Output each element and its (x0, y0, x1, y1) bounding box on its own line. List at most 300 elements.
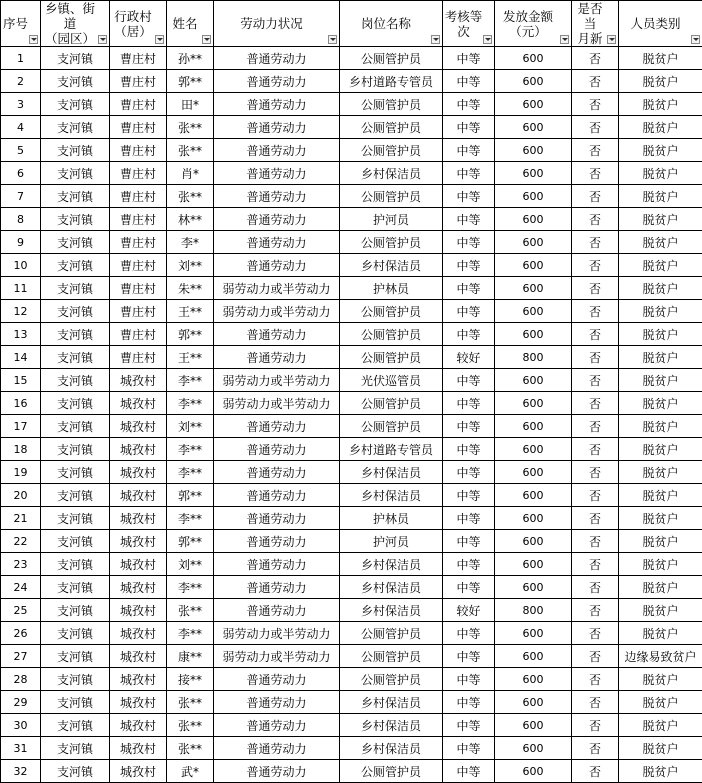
cell-name: 李** (167, 622, 214, 645)
cell-seq: 8 (1, 208, 41, 231)
table-row (1, 553, 702, 576)
cell-amount: 600 (495, 645, 572, 668)
cell-name: 张** (167, 185, 214, 208)
cell-person-category: 脱贫户 (619, 760, 702, 783)
cell-name: 刘** (167, 553, 214, 576)
filter-dropdown-icon[interactable] (29, 35, 38, 44)
table-row (1, 461, 702, 484)
cell-labor-status: 普通劳动力 (214, 185, 340, 208)
cell-township: 支河镇 (41, 461, 110, 484)
cell-rating: 中等 (443, 645, 495, 668)
cell-position: 公厕管护员 (340, 47, 443, 70)
cell-person-category: 脱贫户 (619, 507, 702, 530)
cell-seq: 19 (1, 461, 41, 484)
header-label-line: 考核等 (445, 9, 483, 24)
cell-rating: 中等 (443, 277, 495, 300)
cell-new-this-month: 否 (572, 93, 619, 116)
cell-position: 公厕管护员 (340, 300, 443, 323)
cell-labor-status: 弱劳动力或半劳动力 (214, 300, 340, 323)
cell-village: 城孜村 (110, 438, 167, 461)
table-row (1, 300, 702, 323)
cell-village: 城孜村 (110, 553, 167, 576)
cell-village: 城孜村 (110, 691, 167, 714)
cell-seq: 13 (1, 323, 41, 346)
cell-labor-status: 普通劳动力 (214, 139, 340, 162)
filter-dropdown-icon[interactable] (431, 35, 440, 44)
cell-new-this-month: 否 (572, 185, 619, 208)
cell-township: 支河镇 (41, 622, 110, 645)
cell-village: 城孜村 (110, 599, 167, 622)
table-row (1, 70, 702, 93)
cell-village: 城孜村 (110, 760, 167, 783)
table-row (1, 231, 702, 254)
cell-labor-status: 普通劳动力 (214, 116, 340, 139)
cell-new-this-month: 否 (572, 668, 619, 691)
cell-township: 支河镇 (41, 254, 110, 277)
cell-position: 公厕管护员 (340, 231, 443, 254)
header-label-line: （园区） (45, 31, 95, 46)
cell-name: 李** (167, 461, 214, 484)
cell-name: 李** (167, 392, 214, 415)
cell-village: 城孜村 (110, 415, 167, 438)
table-row (1, 622, 702, 645)
cell-rating: 中等 (443, 530, 495, 553)
header-township (41, 1, 110, 47)
cell-position: 乡村保洁员 (340, 162, 443, 185)
header-label-line: 发放金额 (503, 9, 553, 24)
cell-name: 接** (167, 668, 214, 691)
filter-dropdown-icon[interactable] (202, 35, 211, 44)
cell-labor-status: 普通劳动力 (214, 461, 340, 484)
cell-amount: 600 (495, 507, 572, 530)
cell-amount: 600 (495, 553, 572, 576)
cell-village: 曹庄村 (110, 116, 167, 139)
cell-township: 支河镇 (41, 507, 110, 530)
cell-person-category: 脱贫户 (619, 415, 702, 438)
cell-name: 李** (167, 438, 214, 461)
filter-dropdown-icon[interactable] (691, 35, 700, 44)
cell-labor-status: 普通劳动力 (214, 599, 340, 622)
cell-township: 支河镇 (41, 392, 110, 415)
cell-new-this-month: 否 (572, 139, 619, 162)
cell-new-this-month: 否 (572, 47, 619, 70)
table-row (1, 668, 702, 691)
header-row (1, 1, 702, 47)
cell-township: 支河镇 (41, 47, 110, 70)
cell-township: 支河镇 (41, 714, 110, 737)
cell-labor-status: 普通劳动力 (214, 47, 340, 70)
cell-position: 乡村保洁员 (340, 737, 443, 760)
cell-name: 张** (167, 139, 214, 162)
cell-village: 曹庄村 (110, 231, 167, 254)
cell-rating: 中等 (443, 392, 495, 415)
cell-rating: 中等 (443, 484, 495, 507)
cell-seq: 24 (1, 576, 41, 599)
cell-labor-status: 普通劳动力 (214, 576, 340, 599)
cell-rating: 中等 (443, 231, 495, 254)
cell-seq: 31 (1, 737, 41, 760)
cell-amount: 600 (495, 576, 572, 599)
cell-rating: 中等 (443, 461, 495, 484)
cell-rating: 中等 (443, 208, 495, 231)
cell-labor-status: 普通劳动力 (214, 323, 340, 346)
cell-township: 支河镇 (41, 162, 110, 185)
cell-person-category: 脱贫户 (619, 139, 702, 162)
header-label-line: 岗位名称 (361, 16, 411, 31)
cell-amount: 600 (495, 369, 572, 392)
cell-new-this-month: 否 (572, 530, 619, 553)
cell-amount: 600 (495, 162, 572, 185)
table-row (1, 645, 702, 668)
cell-township: 支河镇 (41, 231, 110, 254)
table-row (1, 369, 702, 392)
cell-seq: 6 (1, 162, 41, 185)
cell-rating: 较好 (443, 599, 495, 622)
table-row (1, 277, 702, 300)
cell-person-category: 脱贫户 (619, 530, 702, 553)
header-labor-status (214, 1, 340, 47)
header-label-line: 月新 (577, 31, 602, 46)
cell-labor-status: 普通劳动力 (214, 70, 340, 93)
cell-village: 曹庄村 (110, 93, 167, 116)
cell-labor-status: 弱劳动力或半劳动力 (214, 622, 340, 645)
cell-village: 曹庄村 (110, 346, 167, 369)
cell-labor-status: 普通劳动力 (214, 231, 340, 254)
filter-dropdown-icon[interactable] (328, 35, 337, 44)
cell-rating: 中等 (443, 760, 495, 783)
cell-rating: 中等 (443, 139, 495, 162)
header-name (167, 1, 214, 47)
cell-position: 乡村道路专管员 (340, 438, 443, 461)
cell-seq: 25 (1, 599, 41, 622)
cell-village: 曹庄村 (110, 323, 167, 346)
cell-position: 公厕管护员 (340, 760, 443, 783)
cell-village: 城孜村 (110, 484, 167, 507)
cell-rating: 中等 (443, 162, 495, 185)
cell-township: 支河镇 (41, 208, 110, 231)
cell-village: 城孜村 (110, 369, 167, 392)
cell-labor-status: 普通劳动力 (214, 415, 340, 438)
header-label-line: （元） (509, 24, 547, 39)
cell-township: 支河镇 (41, 645, 110, 668)
cell-village: 城孜村 (110, 530, 167, 553)
table-row (1, 392, 702, 415)
header-new-this-month (572, 1, 619, 47)
cell-person-category: 脱贫户 (619, 553, 702, 576)
cell-amount: 600 (495, 208, 572, 231)
cell-amount: 600 (495, 484, 572, 507)
filter-dropdown-icon[interactable] (560, 35, 569, 44)
cell-name: 张** (167, 737, 214, 760)
cell-labor-status: 普通劳动力 (214, 760, 340, 783)
table-row (1, 346, 702, 369)
cell-position: 乡村保洁员 (340, 461, 443, 484)
cell-name: 王** (167, 300, 214, 323)
cell-amount: 600 (495, 691, 572, 714)
cell-name: 武* (167, 760, 214, 783)
cell-person-category: 脱贫户 (619, 47, 702, 70)
cell-rating: 中等 (443, 93, 495, 116)
cell-position: 乡村保洁员 (340, 484, 443, 507)
cell-amount: 600 (495, 461, 572, 484)
cell-person-category: 脱贫户 (619, 461, 702, 484)
cell-rating: 中等 (443, 254, 495, 277)
cell-seq: 27 (1, 645, 41, 668)
table-row (1, 254, 702, 277)
cell-seq: 5 (1, 139, 41, 162)
cell-amount: 600 (495, 231, 572, 254)
cell-person-category: 脱贫户 (619, 622, 702, 645)
cell-amount: 600 (495, 116, 572, 139)
cell-rating: 中等 (443, 714, 495, 737)
cell-new-this-month: 否 (572, 691, 619, 714)
cell-name: 李** (167, 507, 214, 530)
cell-amount: 600 (495, 323, 572, 346)
cell-seq: 30 (1, 714, 41, 737)
cell-village: 城孜村 (110, 668, 167, 691)
table-row (1, 116, 702, 139)
cell-new-this-month: 否 (572, 208, 619, 231)
cell-new-this-month: 否 (572, 760, 619, 783)
cell-person-category: 脱贫户 (619, 691, 702, 714)
cell-amount: 600 (495, 668, 572, 691)
cell-person-category: 脱贫户 (619, 714, 702, 737)
cell-person-category: 脱贫户 (619, 576, 702, 599)
cell-person-category: 脱贫户 (619, 438, 702, 461)
cell-amount: 600 (495, 415, 572, 438)
cell-rating: 中等 (443, 300, 495, 323)
cell-township: 支河镇 (41, 668, 110, 691)
cell-labor-status: 普通劳动力 (214, 162, 340, 185)
cell-township: 支河镇 (41, 576, 110, 599)
cell-name: 刘** (167, 254, 214, 277)
cell-person-category: 脱贫户 (619, 93, 702, 116)
cell-new-this-month: 否 (572, 438, 619, 461)
cell-seq: 32 (1, 760, 41, 783)
cell-person-category: 脱贫户 (619, 116, 702, 139)
cell-name: 朱** (167, 277, 214, 300)
cell-amount: 600 (495, 185, 572, 208)
cell-position: 公厕管护员 (340, 668, 443, 691)
header-label (361, 16, 421, 31)
cell-seq: 26 (1, 622, 41, 645)
cell-village: 城孜村 (110, 622, 167, 645)
cell-amount: 800 (495, 346, 572, 369)
cell-new-this-month: 否 (572, 70, 619, 93)
cell-person-category: 脱贫户 (619, 185, 702, 208)
header-label-line: （居） (114, 24, 152, 39)
cell-position: 光伏巡管员 (340, 369, 443, 392)
cell-person-category: 脱贫户 (619, 484, 702, 507)
cell-village: 城孜村 (110, 507, 167, 530)
cell-person-category: 脱贫户 (619, 231, 702, 254)
cell-township: 支河镇 (41, 323, 110, 346)
cell-person-category: 脱贫户 (619, 668, 702, 691)
cell-amount: 600 (495, 760, 572, 783)
header-amount (495, 1, 572, 47)
header-rating (443, 1, 495, 47)
cell-township: 支河镇 (41, 599, 110, 622)
cell-name: 李* (167, 231, 214, 254)
cell-township: 支河镇 (41, 369, 110, 392)
cell-name: 林** (167, 208, 214, 231)
cell-name: 肖* (167, 162, 214, 185)
header-label (172, 16, 207, 31)
cell-village: 城孜村 (110, 392, 167, 415)
cell-labor-status: 普通劳动力 (214, 668, 340, 691)
cell-name: 张** (167, 714, 214, 737)
cell-name: 康** (167, 645, 214, 668)
cell-position: 乡村保洁员 (340, 576, 443, 599)
cell-seq: 28 (1, 668, 41, 691)
table-row (1, 208, 702, 231)
cell-name: 刘** (167, 415, 214, 438)
cell-labor-status: 弱劳动力或半劳动力 (214, 392, 340, 415)
cell-person-category: 脱贫户 (619, 277, 702, 300)
header-label-line: 劳动力状况 (240, 16, 303, 31)
cell-position: 公厕管护员 (340, 93, 443, 116)
table-row (1, 507, 702, 530)
table-row (1, 760, 702, 783)
cell-seq: 4 (1, 116, 41, 139)
table-row (1, 323, 702, 346)
cell-village: 曹庄村 (110, 70, 167, 93)
filter-dropdown-icon[interactable] (98, 35, 107, 44)
header-label-line: 次 (457, 24, 470, 39)
table-row (1, 438, 702, 461)
cell-seq: 29 (1, 691, 41, 714)
cell-village: 曹庄村 (110, 277, 167, 300)
cell-amount: 600 (495, 139, 572, 162)
cell-seq: 7 (1, 185, 41, 208)
cell-village: 曹庄村 (110, 254, 167, 277)
cell-village: 曹庄村 (110, 162, 167, 185)
cell-position: 乡村保洁员 (340, 599, 443, 622)
cell-new-this-month: 否 (572, 162, 619, 185)
header-village (110, 1, 167, 47)
cell-rating: 较好 (443, 346, 495, 369)
cell-seq: 1 (1, 47, 41, 70)
header-label-line: 是否当 (577, 1, 602, 31)
cell-rating: 中等 (443, 47, 495, 70)
header-label (114, 9, 162, 39)
cell-amount: 600 (495, 622, 572, 645)
cell-position: 公厕管护员 (340, 392, 443, 415)
cell-rating: 中等 (443, 369, 495, 392)
cell-village: 城孜村 (110, 645, 167, 668)
cell-amount: 600 (495, 530, 572, 553)
cell-name: 郭** (167, 484, 214, 507)
cell-seq: 20 (1, 484, 41, 507)
cell-township: 支河镇 (41, 415, 110, 438)
cell-rating: 中等 (443, 576, 495, 599)
cell-rating: 中等 (443, 438, 495, 461)
cell-new-this-month: 否 (572, 323, 619, 346)
cell-rating: 中等 (443, 691, 495, 714)
table-row (1, 599, 702, 622)
cell-seq: 16 (1, 392, 41, 415)
cell-position: 乡村保洁员 (340, 691, 443, 714)
cell-new-this-month: 否 (572, 484, 619, 507)
cell-township: 支河镇 (41, 530, 110, 553)
cell-amount: 600 (495, 93, 572, 116)
table-row (1, 484, 702, 507)
cell-labor-status: 普通劳动力 (214, 438, 340, 461)
cell-labor-status: 普通劳动力 (214, 254, 340, 277)
cell-new-this-month: 否 (572, 553, 619, 576)
cell-person-category: 脱贫户 (619, 254, 702, 277)
cell-new-this-month: 否 (572, 461, 619, 484)
cell-position: 乡村道路专管员 (340, 70, 443, 93)
filter-dropdown-icon[interactable] (155, 35, 164, 44)
cell-person-category: 脱贫户 (619, 737, 702, 760)
table-row (1, 185, 702, 208)
cell-new-this-month: 否 (572, 254, 619, 277)
cell-labor-status: 普通劳动力 (214, 530, 340, 553)
cell-name: 王** (167, 346, 214, 369)
cell-rating: 中等 (443, 70, 495, 93)
cell-seq: 17 (1, 415, 41, 438)
cell-labor-status: 普通劳动力 (214, 553, 340, 576)
cell-new-this-month: 否 (572, 576, 619, 599)
cell-new-this-month: 否 (572, 392, 619, 415)
table-row (1, 415, 702, 438)
cell-name: 郭** (167, 530, 214, 553)
header-label (630, 16, 690, 31)
cell-labor-status: 普通劳动力 (214, 714, 340, 737)
cell-new-this-month: 否 (572, 277, 619, 300)
cell-position: 公厕管护员 (340, 645, 443, 668)
cell-township: 支河镇 (41, 760, 110, 783)
cell-rating: 中等 (443, 668, 495, 691)
cell-labor-status: 普通劳动力 (214, 208, 340, 231)
cell-amount: 600 (495, 392, 572, 415)
cell-rating: 中等 (443, 737, 495, 760)
cell-seq: 22 (1, 530, 41, 553)
cell-township: 支河镇 (41, 438, 110, 461)
cell-township: 支河镇 (41, 139, 110, 162)
header-label (240, 16, 313, 31)
cell-name: 张** (167, 691, 214, 714)
cell-seq: 18 (1, 438, 41, 461)
cell-amount: 800 (495, 599, 572, 622)
cell-amount: 600 (495, 47, 572, 70)
table-row (1, 47, 702, 70)
cell-name: 张** (167, 599, 214, 622)
cell-seq: 14 (1, 346, 41, 369)
cell-amount: 600 (495, 277, 572, 300)
cell-new-this-month: 否 (572, 346, 619, 369)
cell-seq: 23 (1, 553, 41, 576)
cell-person-category: 脱贫户 (619, 162, 702, 185)
cell-amount: 600 (495, 254, 572, 277)
cell-amount: 600 (495, 737, 572, 760)
cell-position: 乡村保洁员 (340, 714, 443, 737)
cell-township: 支河镇 (41, 277, 110, 300)
cell-new-this-month: 否 (572, 737, 619, 760)
cell-rating: 中等 (443, 507, 495, 530)
cell-seq: 21 (1, 507, 41, 530)
cell-seq: 12 (1, 300, 41, 323)
filter-dropdown-icon[interactable] (607, 35, 616, 44)
cell-person-category: 脱贫户 (619, 323, 702, 346)
cell-seq: 10 (1, 254, 41, 277)
table-row (1, 691, 702, 714)
cell-position: 乡村保洁员 (340, 254, 443, 277)
cell-township: 支河镇 (41, 70, 110, 93)
header-position (340, 1, 443, 47)
filter-dropdown-icon[interactable] (483, 35, 492, 44)
